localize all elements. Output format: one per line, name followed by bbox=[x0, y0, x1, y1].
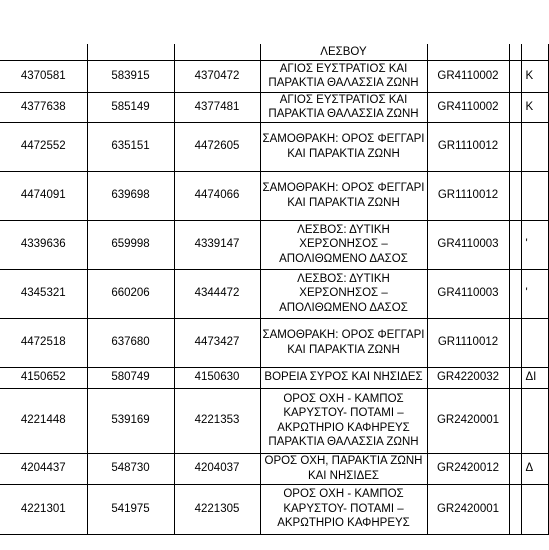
site-code-cell bbox=[427, 44, 509, 60]
spacer-cell bbox=[509, 367, 521, 388]
site-name-cell: ΛΕΣΒΟΣ: ΔΥΤΙΚΗ ΧΕΡΣΟΝΗΣΟΣ – ΑΠΟΛΙΘΩΜΕΝΟ ΔΑΣΟΣ bbox=[260, 269, 427, 318]
site-code-cell: GR2420012 bbox=[427, 453, 509, 484]
site-code-cell: GR4110003 bbox=[427, 220, 509, 269]
coord-x-cell: 4370581 bbox=[0, 60, 87, 92]
coord-z-cell: 4473427 bbox=[174, 318, 260, 367]
spacer-cell bbox=[509, 220, 521, 269]
extra-cell: ' bbox=[521, 220, 548, 269]
coord-y-cell: 659998 bbox=[87, 220, 174, 269]
extra-cell: ΔΙ bbox=[521, 367, 548, 388]
extra-cell: Κ bbox=[521, 60, 548, 92]
site-code-cell: GR2420001 bbox=[427, 388, 509, 453]
site-code-cell: GR4110003 bbox=[427, 269, 509, 318]
table-row bbox=[0, 92, 548, 122]
coord-z-cell: 4221353 bbox=[174, 388, 260, 453]
extra-cell bbox=[521, 484, 548, 534]
coord-y-cell: 637680 bbox=[87, 318, 174, 367]
site-name-cell: ΣΑΜΟΘΡΑΚΗ: ΟΡΟΣ ΦΕΓΓΑΡΙ ΚΑΙ ΠΑΡΑΚΤΙΑ ΖΩΝΗ bbox=[260, 171, 427, 220]
coord-x-cell: 4472552 bbox=[0, 122, 87, 171]
table-row bbox=[0, 171, 548, 220]
table-row bbox=[0, 318, 548, 367]
coord-x-cell: 4339636 bbox=[0, 220, 87, 269]
coord-y-cell: 639698 bbox=[87, 171, 174, 220]
spacer-cell bbox=[509, 453, 521, 484]
spacer-cell bbox=[509, 60, 521, 92]
coord-y-cell: 548730 bbox=[87, 453, 174, 484]
coord-z-cell: 4370472 bbox=[174, 60, 260, 92]
coord-x-cell: 4472518 bbox=[0, 318, 87, 367]
site-name-cell: ΛΕΣΒΟΣ: ΔΥΤΙΚΗ ΧΕΡΣΟΝΗΣΟΣ – ΑΠΟΛΙΘΩΜΕΝΟ ΔΑΣΟΣ bbox=[260, 220, 427, 269]
coord-z-cell: 4344472 bbox=[174, 269, 260, 318]
coord-z-cell: 4221305 bbox=[174, 484, 260, 534]
coord-x-cell: 4150652 bbox=[0, 367, 87, 388]
site-code-cell: GR1110012 bbox=[427, 122, 509, 171]
table-row bbox=[0, 60, 548, 92]
extra-cell: Δ bbox=[521, 453, 548, 484]
coord-z-cell: 4377481 bbox=[174, 92, 260, 122]
table-row bbox=[0, 484, 548, 534]
site-name-cell: ΟΡΟΣ ΟΧΗ, ΠΑΡΑΚΤΙΑ ΖΩΝΗ ΚΑΙ ΝΗΣΙΔΕΣ bbox=[260, 453, 427, 484]
site-code-cell: GR2420001 bbox=[427, 484, 509, 534]
spacer-cell bbox=[509, 484, 521, 534]
site-name-cell: ΣΑΜΟΘΡΑΚΗ: ΟΡΟΣ ΦΕΓΓΑΡΙ ΚΑΙ ΠΑΡΑΚΤΙΑ ΖΩΝΗ bbox=[260, 122, 427, 171]
coord-z-cell: 4150630 bbox=[174, 367, 260, 388]
coord-y-cell bbox=[87, 44, 174, 60]
coord-x-cell: 4377638 bbox=[0, 92, 87, 122]
coord-x-cell: 4345321 bbox=[0, 269, 87, 318]
spacer-cell bbox=[509, 318, 521, 367]
site-code-cell: GR4110002 bbox=[427, 92, 509, 122]
spacer-cell bbox=[509, 269, 521, 318]
site-name-cell: ΣΑΜΟΘΡΑΚΗ: ΟΡΟΣ ΦΕΓΓΑΡΙ ΚΑΙ ΠΑΡΑΚΤΙΑ ΖΩΝΗ bbox=[260, 318, 427, 367]
table-row bbox=[0, 367, 548, 388]
coord-x-cell: 4221448 bbox=[0, 388, 87, 453]
coord-y-cell: 541975 bbox=[87, 484, 174, 534]
site-name-cell: ΒΟΡΕΙΑ ΣΥΡΟΣ ΚΑΙ ΝΗΣΙΔΕΣ bbox=[260, 367, 427, 388]
extra-cell bbox=[521, 318, 548, 367]
site-name-cell: ΟΡΟΣ ΟΧΗ - ΚΑΜΠΟΣ ΚΑΡΥΣΤΟΥ- ΠΟΤΑΜΙ – ΑΚΡΩΤΗΡΙΟ ΚΑΦΗΡΕΥΣ ΠΑΡΑΚΤΙΑ ΘΑΛΑΣΣΙΑ ΖΩΝΗ bbox=[260, 388, 427, 453]
coord-z-cell: 4339147 bbox=[174, 220, 260, 269]
table-row bbox=[0, 388, 548, 453]
table-row bbox=[0, 220, 548, 269]
coord-z-cell: 4474066 bbox=[174, 171, 260, 220]
coord-y-cell: 539169 bbox=[87, 388, 174, 453]
table-row bbox=[0, 122, 548, 171]
site-name-cell: ΑΓΙΟΣ ΕΥΣΤΡΑΤΙΟΣ ΚΑΙ ΠΑΡΑΚΤΙΑ ΘΑΛΑΣΣΙΑ ΖΩΝΗ bbox=[260, 60, 427, 92]
extra-cell: Κ bbox=[521, 92, 548, 122]
coord-z-cell: 4472605 bbox=[174, 122, 260, 171]
spacer-cell bbox=[509, 92, 521, 122]
table-row bbox=[0, 269, 548, 318]
spacer-cell bbox=[509, 122, 521, 171]
coord-y-cell: 583915 bbox=[87, 60, 174, 92]
coord-x-cell: 4221301 bbox=[0, 484, 87, 534]
extra-cell: ' bbox=[521, 269, 548, 318]
coord-x-cell: 4474091 bbox=[0, 171, 87, 220]
extra-cell bbox=[521, 122, 548, 171]
coord-y-cell: 635151 bbox=[87, 122, 174, 171]
coord-z-cell: 4204037 bbox=[174, 453, 260, 484]
site-name-cell: ΟΡΟΣ ΟΧΗ - ΚΑΜΠΟΣ ΚΑΡΥΣΤΟΥ- ΠΟΤΑΜΙ – ΑΚΡΩΤΗΡΙΟ ΚΑΦΗΡΕΥΣ bbox=[260, 484, 427, 534]
coord-x-cell: 4204437 bbox=[0, 453, 87, 484]
coordinates-table bbox=[0, 44, 549, 535]
site-name-cell: ΛΕΣΒΟΥ bbox=[260, 44, 427, 60]
coord-y-cell: 660206 bbox=[87, 269, 174, 318]
spacer-cell bbox=[509, 44, 521, 60]
coord-y-cell: 580749 bbox=[87, 367, 174, 388]
site-code-cell: GR4220032 bbox=[427, 367, 509, 388]
site-name-cell: ΑΓΙΟΣ ΕΥΣΤΡΑΤΙΟΣ ΚΑΙ ΠΑΡΑΚΤΙΑ ΘΑΛΑΣΣΙΑ ΖΩΝΗ bbox=[260, 92, 427, 122]
extra-cell bbox=[521, 171, 548, 220]
spacer-cell bbox=[509, 388, 521, 453]
extra-cell bbox=[521, 44, 548, 60]
site-code-cell: GR4110002 bbox=[427, 60, 509, 92]
coord-x-cell bbox=[0, 44, 87, 60]
extra-cell bbox=[521, 388, 548, 453]
table-row bbox=[0, 44, 548, 60]
site-code-cell: GR1110012 bbox=[427, 171, 509, 220]
spacer-cell bbox=[509, 171, 521, 220]
table-row bbox=[0, 453, 548, 484]
site-code-cell: GR1110012 bbox=[427, 318, 509, 367]
coord-z-cell bbox=[174, 44, 260, 60]
coord-y-cell: 585149 bbox=[87, 92, 174, 122]
